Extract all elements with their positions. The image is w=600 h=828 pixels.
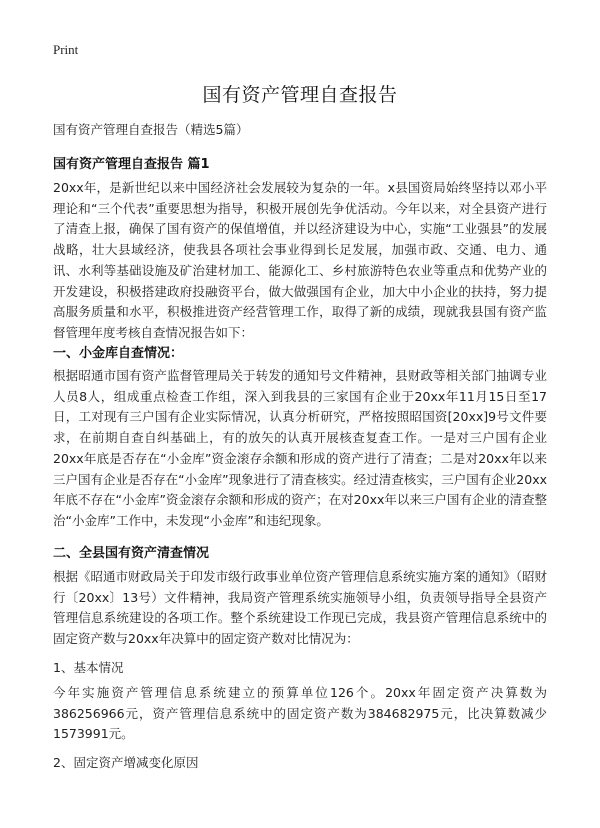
paragraph-asset-inventory: 根据《昭通市财政局关于印发市级行政事业单位资产管理信息系统实施方案的通知》（昭财行〔20xx〕13号）文件精神，我局资产管理系统实施领导小组，负责领导指导全县资产管理信息系统建设的各项工作。整个系统建设工作现已完成，我县资产管理信息系统中的固定资产数与20xx年决算中的固定资产数对比情况为： (53, 569, 547, 647)
section-heading: 国有资产管理自查报告 篇1 (53, 157, 210, 172)
heading-small-treasury: 一、小金库自查情况： (53, 346, 184, 361)
sub-heading-basic-info: 1、基本情况 (53, 660, 124, 675)
print-label: Print (53, 42, 79, 57)
paragraph-small-treasury: 根据昭通市国有资产监督管理局关于转发的通知号文件精神，县财政等相关部门抽调专业人员8人，组成重点检查工作组，深入到我县的三家国有企业于20xx年11月15日至17日，工对现有三户国有企业实际情况，认真分析研究，严格按照昭国资[20xx]9号文件要求，在前期自查自纠基础上，有的放矢的认真开展核查复查工作。一是对三户国有企业20xx年底是否存在“小金库”资金滚存余额和形成的资产进行了清查；二是对20xx年以来三户国有企业是否存在“小金库”现象进行了清查核实。经过清查核实，三户国有企业20xx年底不存在“小金库”资金滚存余额和形成的资产；在对20xx年以来三户国有企业的清查整治“小金库”工作中，未发现“小金库”和违纪现象。 (53, 368, 547, 528)
paragraph-basic-info: 今年实施资产管理信息系统建立的预算单位126个。20xx年固定资产决算数为386256966元，资产管理信息系统中的固定资产数为384682975元，比决算数减少1573991元。 (53, 685, 547, 742)
heading-asset-inventory: 二、全县国有资产清查情况 (53, 546, 210, 561)
document-subtitle: 国有资产管理自查报告（精选5篇） (53, 122, 249, 137)
sub-heading-change-reasons: 2、固定资产增减变化原因 (53, 755, 199, 770)
intro-paragraph: 20xx年，是新世纪以来中国经济社会发展较为复杂的一年。x县国资局始终坚持以邓小平理论和“三个代表”重要思想为指导，积极开展创先争优活动。今年以来，对全县资产进行了清查上报，确保了国有资产的保值增值，并以经济建设为中心，实施“工业强县”的发展战略，壮大县域经济，使我县各项社会事业得到长足发展，加强市政、交通、电力、通讯、水利等基础设施及矿治建材加工、能源化工、乡村旅游特色农业等重点和优势产业的开发建设，积极搭建政府投融资平台，做大做强国有企业，加大中小企业的扶持，努力提高服务质量和水平，积极推进资产经营管理工作，取得了新的成绩，现就我县国有资产监督管理年度考核自查情况报告如下： (53, 180, 547, 340)
document-title: 国有资产管理自查报告 (202, 84, 398, 106)
